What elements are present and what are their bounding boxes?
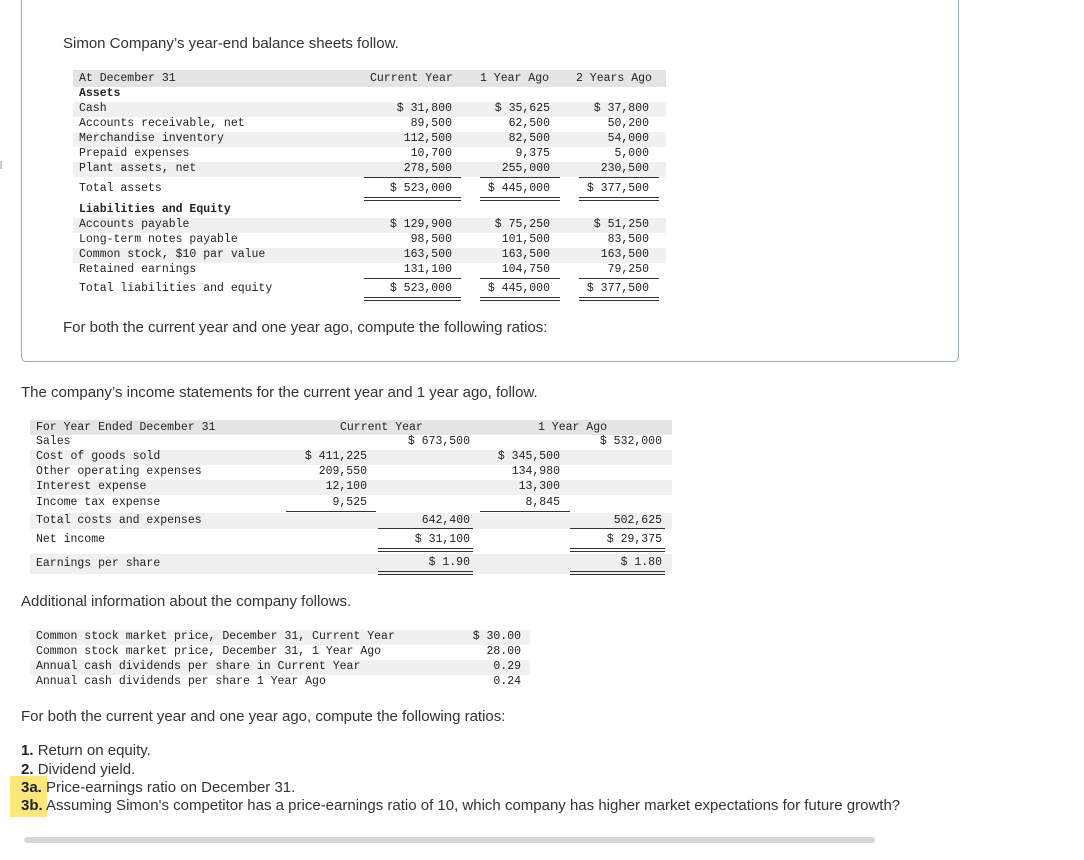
value-1-year: 255,000	[501, 162, 550, 175]
total-double-rule	[579, 197, 659, 201]
edge-mark	[0, 161, 2, 169]
header-current-year: Current Year	[370, 72, 453, 85]
value-current: $ 1.90	[428, 556, 470, 569]
value-current: 209,550	[318, 465, 367, 478]
value-prior: 502,625	[613, 514, 662, 527]
total-double-rule	[480, 197, 560, 201]
value-current: 12,100	[325, 480, 367, 493]
row-label: Total assets	[79, 182, 162, 195]
table-row	[30, 465, 672, 480]
header-label: At December 31	[79, 72, 176, 85]
subtotal-rule	[579, 278, 659, 279]
value-2-years: 50,200	[607, 117, 649, 130]
value-prior: 8,845	[525, 496, 560, 509]
row-label: Other operating expenses	[36, 465, 202, 478]
value-current: $ 673,500	[407, 435, 470, 448]
table-row	[30, 675, 530, 690]
value-current: 112,500	[403, 132, 452, 145]
liabilities-heading-row	[73, 203, 666, 218]
subtotal-rule	[480, 177, 560, 178]
table-row	[73, 117, 666, 132]
row-label: Common stock market price, December 31, Current Year	[36, 630, 395, 643]
subtotal-rule	[480, 278, 560, 279]
header-label: For Year Ended December 31	[36, 421, 216, 434]
value-1-year: 104,750	[501, 263, 550, 276]
value-current: $ 129,900	[389, 218, 452, 231]
subtotal-rule	[364, 177, 461, 178]
question-1	[21, 742, 151, 759]
total-double-rule	[378, 571, 473, 575]
table-row	[30, 645, 530, 660]
row-label: Cost of goods sold	[36, 450, 161, 463]
table-row	[30, 660, 530, 675]
header-1-year-ago: 1 Year Ago	[480, 72, 550, 85]
value-1-year: $ 75,250	[494, 218, 550, 231]
row-label: Sales	[36, 435, 71, 448]
value-current: 642,400	[421, 514, 470, 527]
subtotal-rule	[286, 511, 376, 512]
header-2-years-ago: 2 Years Ago	[576, 72, 652, 85]
question-number: 3a.	[21, 779, 42, 796]
value-current: $ 411,225	[304, 450, 367, 463]
horizontal-scrollbar[interactable]	[24, 837, 875, 843]
total-double-rule	[364, 297, 461, 301]
table-row	[73, 248, 666, 263]
row-value: $ 30.00	[472, 630, 521, 643]
table-row	[73, 147, 666, 162]
income-statement-intro: The company’s income statements for the current year and 1 year ago, follow.	[21, 384, 538, 401]
additional-info-intro: Additional information about the company follows.	[21, 593, 352, 610]
row-label: Total liabilities and equity	[79, 282, 273, 295]
value-1-year: 82,500	[508, 132, 550, 145]
value-2-years: $ 377,500	[586, 182, 649, 195]
subtotal-rule	[480, 511, 570, 512]
value-2-years: 163,500	[600, 248, 649, 261]
question-2	[21, 761, 135, 778]
row-label: Cash	[79, 102, 107, 115]
value-current: 10,700	[410, 147, 452, 160]
header-1-year-ago: 1 Year Ago	[538, 421, 608, 434]
row-value: 28.00	[486, 645, 521, 658]
value-current: $ 31,100	[414, 533, 470, 546]
value-prior: $ 1.80	[620, 556, 662, 569]
value-current: 131,100	[403, 263, 452, 276]
row-label: Accounts payable	[79, 218, 190, 231]
value-1-year: $ 445,000	[487, 182, 550, 195]
value-1-year: 9,375	[515, 147, 550, 160]
subtotal-rule	[378, 528, 473, 529]
table-row	[73, 218, 666, 233]
question-text: Dividend yield.	[37, 761, 136, 778]
liabilities-heading: Liabilities and Equity	[79, 203, 231, 216]
sales-row	[30, 435, 672, 450]
value-current: $ 523,000	[389, 182, 452, 195]
total-double-rule	[579, 297, 659, 301]
row-label: Total costs and expenses	[36, 514, 202, 527]
value-current: $ 31,800	[396, 102, 452, 115]
value-2-years: 230,500	[600, 162, 649, 175]
value-1-year: 163,500	[501, 248, 550, 261]
balance-sheet-intro: Simon Company’s year-end balance sheets follow.	[63, 35, 399, 52]
value-1-year: 101,500	[501, 233, 550, 246]
value-2-years: 54,000	[607, 132, 649, 145]
subtotal-rule	[579, 177, 659, 178]
row-label: Prepaid expenses	[79, 147, 190, 160]
value-prior: $ 345,500	[497, 450, 560, 463]
value-prior: 134,980	[511, 465, 560, 478]
value-current: 98,500	[410, 233, 452, 246]
value-current: 9,525	[332, 496, 367, 509]
table-row	[30, 450, 672, 465]
row-label: Income tax expense	[36, 496, 161, 509]
question-text: Return on equity.	[37, 742, 151, 759]
subtotal-rule	[364, 278, 461, 279]
row-label: Annual cash dividends per share 1 Year Ago	[36, 675, 326, 688]
value-2-years: 79,250	[607, 263, 649, 276]
value-current: 278,500	[403, 162, 452, 175]
value-current: 163,500	[403, 248, 452, 261]
row-label: Accounts receivable, net	[79, 117, 245, 130]
total-double-rule	[570, 548, 665, 552]
value-1-year: 62,500	[508, 117, 550, 130]
value-2-years: $ 51,250	[593, 218, 649, 231]
value-1-year: $ 35,625	[494, 102, 550, 115]
question-number: 3b.	[21, 797, 43, 814]
value-current: 89,500	[410, 117, 452, 130]
row-label: Earnings per share	[36, 557, 161, 570]
question-text: Assuming Simon's competitor has a price-earnings ratio of 10, which company has higher market expectations for future growth?	[46, 797, 901, 814]
table-row	[30, 496, 672, 511]
value-2-years: 5,000	[614, 147, 649, 160]
question-text: Price-earnings ratio on December 31.	[46, 779, 296, 796]
row-label: Retained earnings	[79, 263, 197, 276]
row-label: Long-term notes payable	[79, 233, 238, 246]
total-double-rule	[480, 297, 560, 301]
question-3a	[21, 779, 295, 796]
header-current-year: Current Year	[340, 421, 423, 434]
row-value: 0.29	[493, 660, 521, 673]
card-prompt: For both the current year and one year ago, compute the following ratios:	[63, 319, 548, 336]
net-income-row	[30, 533, 672, 548]
total-double-rule	[364, 197, 461, 201]
table-header-row	[73, 70, 666, 87]
total-assets-row	[73, 182, 666, 197]
table-row	[73, 162, 666, 177]
total-liabilities-row	[73, 282, 666, 297]
question-number: 1.	[21, 742, 34, 759]
row-value: 0.24	[493, 675, 521, 688]
value-1-year: $ 445,000	[487, 282, 550, 295]
table-row	[73, 233, 666, 248]
row-label: Common stock, $10 par value	[79, 248, 266, 261]
value-2-years: $ 37,800	[593, 102, 649, 115]
table-row	[73, 102, 666, 117]
row-label: Annual cash dividends per share in Current Year	[36, 660, 361, 673]
table-row	[30, 480, 672, 495]
value-2-years: 83,500	[607, 233, 649, 246]
value-prior: $ 29,375	[606, 533, 662, 546]
balance-sheet-card	[21, 0, 959, 362]
row-label: Interest expense	[36, 480, 147, 493]
table-row	[73, 132, 666, 147]
total-double-rule	[378, 548, 473, 552]
total-double-rule	[570, 571, 665, 575]
table-row	[30, 630, 530, 645]
subtotal-rule	[570, 528, 665, 529]
table-row	[73, 263, 666, 278]
row-label: Plant assets, net	[79, 162, 197, 175]
row-label: Net income	[36, 533, 106, 546]
ratios-prompt: For both the current year and one year ago, compute the following ratios:	[21, 708, 506, 725]
value-prior: $ 532,000	[599, 435, 662, 448]
assets-heading-row	[73, 87, 666, 102]
table-header-row	[30, 420, 672, 435]
question-number: 2.	[21, 761, 34, 778]
value-2-years: $ 377,500	[586, 282, 649, 295]
question-3b	[21, 797, 900, 814]
value-prior: 13,300	[518, 480, 560, 493]
row-label: Common stock market price, December 31, 1 Year Ago	[36, 645, 382, 658]
value-current: $ 523,000	[389, 282, 452, 295]
total-costs-row	[30, 513, 672, 529]
assets-heading: Assets	[79, 87, 121, 100]
row-label: Merchandise inventory	[79, 132, 224, 145]
